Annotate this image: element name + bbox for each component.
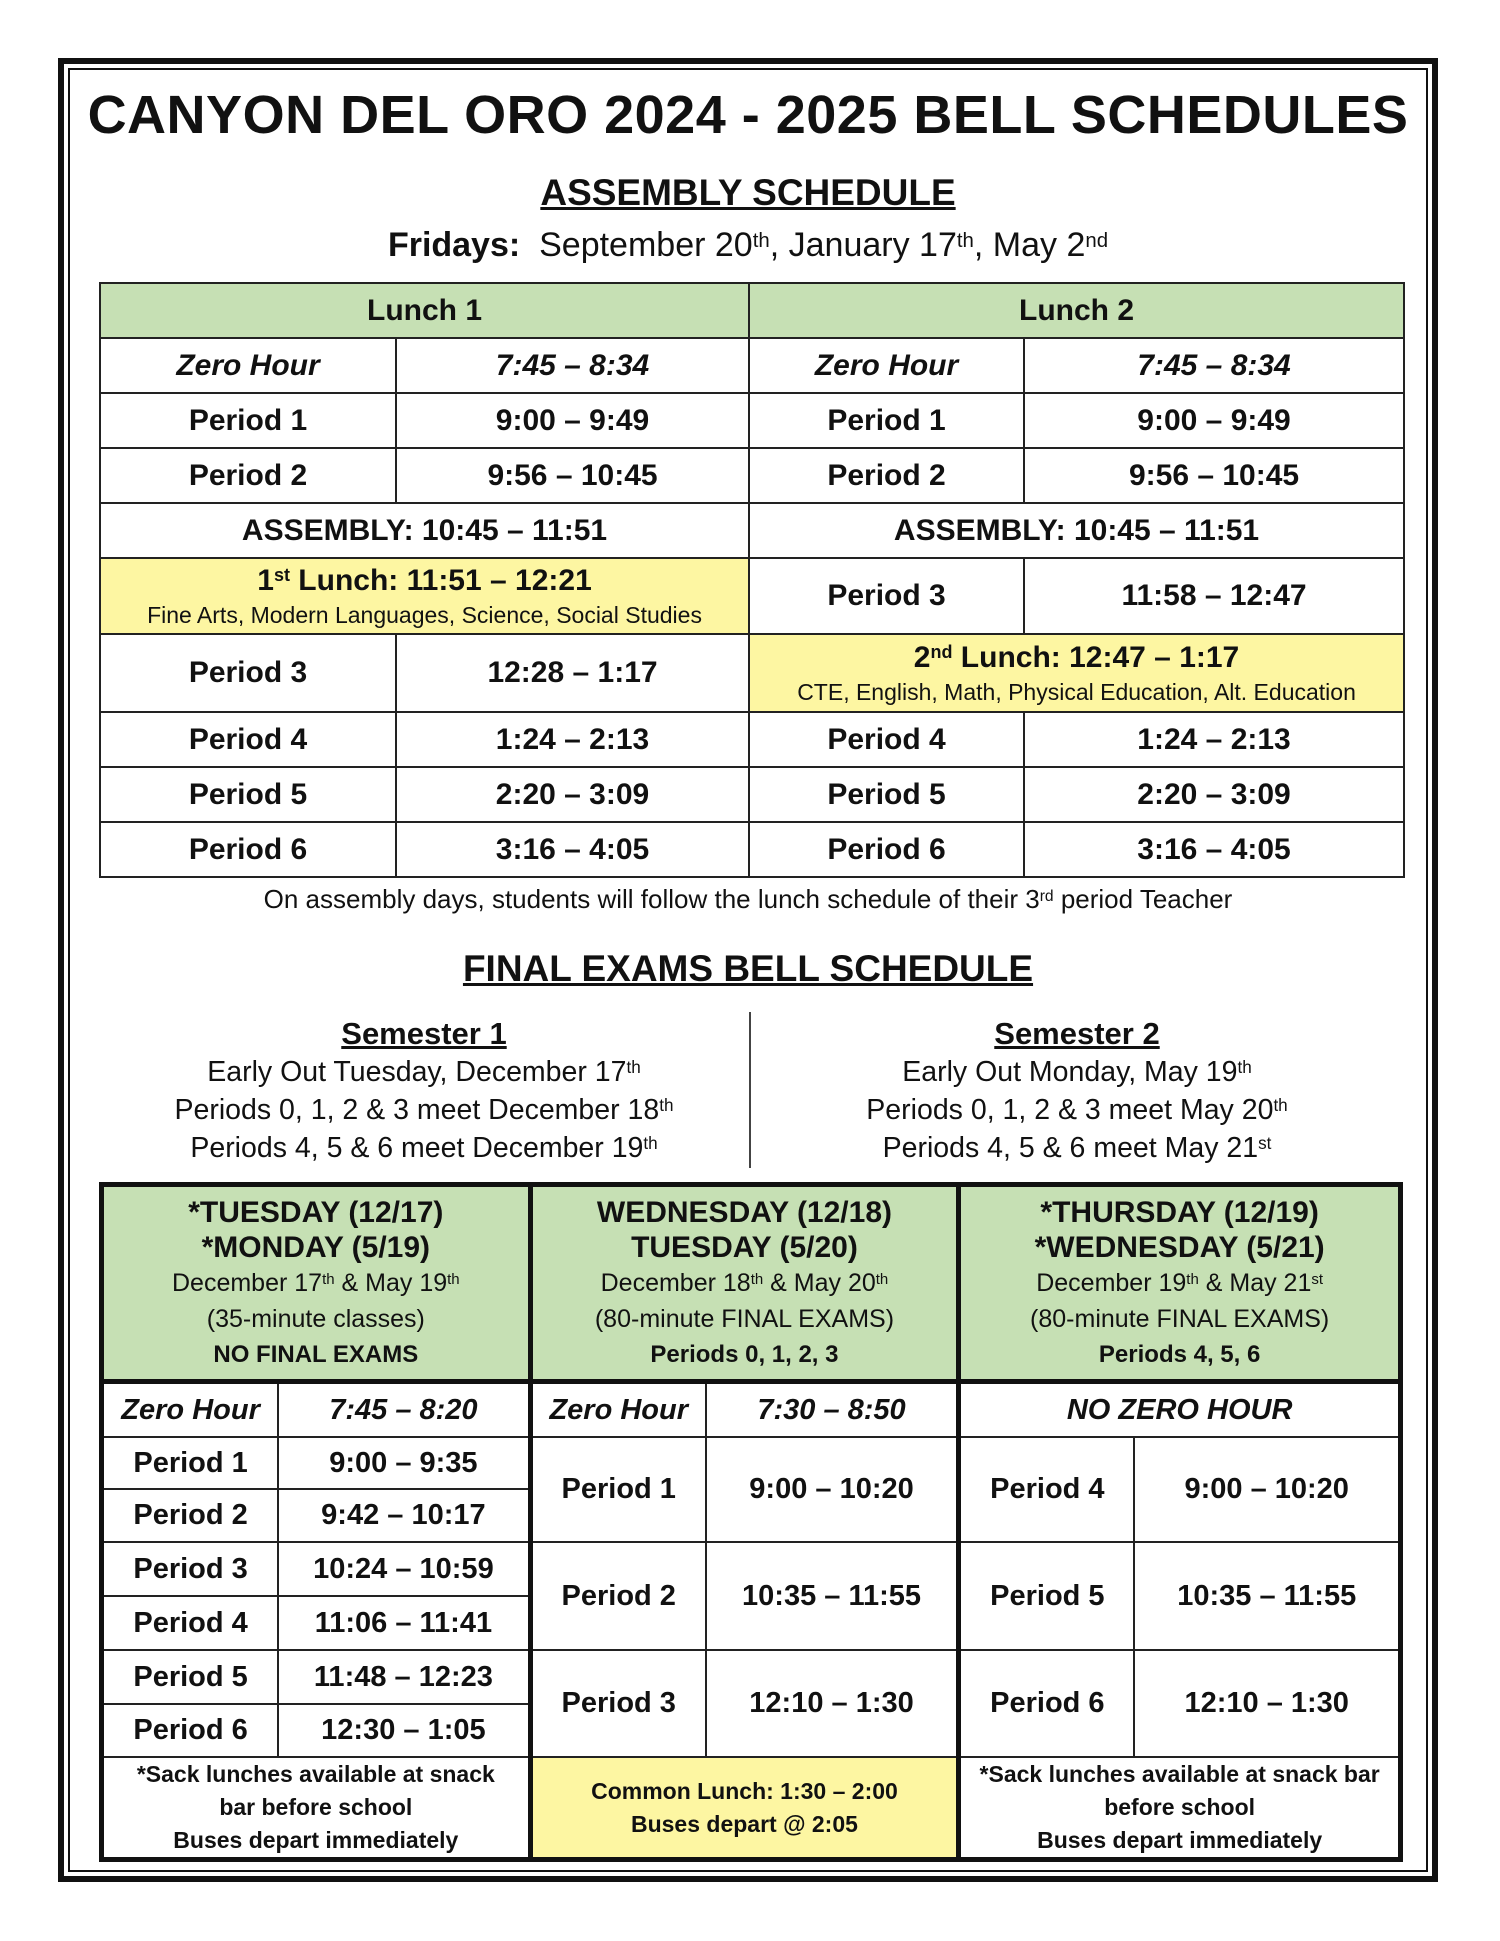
sup: th (750, 1271, 764, 1289)
col1-day2: *MONDAY (5/19) (201, 1231, 431, 1264)
cell: 12:30 – 1:05 (278, 1704, 530, 1757)
assembly-heading: ASSEMBLY SCHEDULE (540, 172, 956, 213)
cell: Period 5 (959, 1542, 1135, 1650)
cell: 11:06 – 11:41 (278, 1596, 530, 1650)
cell: 2:20 – 3:09 (396, 767, 749, 822)
cell: Zero Hour (100, 338, 396, 393)
table-row (100, 767, 1404, 822)
sup: rd (1039, 887, 1054, 905)
col1-day1: *TUESDAY (12/17) (188, 1196, 444, 1229)
cell: Period 4 (100, 712, 396, 767)
col2-header (530, 1185, 959, 1382)
semester-2 (751, 1015, 1403, 1167)
cell: 10:35 – 11:55 (706, 1542, 959, 1650)
cell: Zero Hour (530, 1382, 706, 1438)
footer-line: bar before school (219, 1794, 413, 1820)
col3-footer (959, 1757, 1401, 1860)
table-row (100, 634, 1404, 712)
col2-day2: TUESDAY (5/20) (631, 1231, 858, 1264)
table-row (100, 448, 1404, 503)
cell: 11:48 – 12:23 (278, 1650, 530, 1704)
semester-1 (99, 1015, 749, 1167)
cell: NO ZERO HOUR (959, 1382, 1401, 1438)
semester-2-line (751, 1129, 1403, 1167)
semester-1-line (99, 1091, 749, 1129)
semester-1-title: Semester 1 (341, 1016, 507, 1051)
first-lunch-depts: Fine Arts, Modern Languages, Science, Social Studies (147, 601, 702, 628)
sup: th (956, 229, 974, 252)
table-row (102, 1185, 1401, 1382)
footer-line: Common Lunch: 1:30 – 2:00 (591, 1777, 898, 1804)
cell: Period 6 (959, 1650, 1135, 1757)
footer-line: *Sack lunches available at snack bar (979, 1761, 1380, 1787)
cell: Period 1 (749, 393, 1024, 448)
footer-line: Buses depart immediately (1037, 1827, 1323, 1853)
semester-2-title: Semester 2 (994, 1016, 1160, 1051)
cell: Period 3 (102, 1542, 279, 1596)
sup: th (1186, 1271, 1199, 1289)
lunch-num: 2 (913, 640, 931, 674)
text: Early Out Monday, May 19 (902, 1056, 1238, 1088)
table-row (100, 712, 1404, 767)
sup: st (273, 565, 290, 586)
table-row (102, 1437, 1401, 1489)
cell: 9:42 – 10:17 (278, 1489, 530, 1542)
note-b: period Teacher (1053, 884, 1233, 914)
second-lunch-cell (749, 634, 1404, 712)
cell: 1:24 – 2:13 (1024, 712, 1404, 767)
cell: 7:45 – 8:20 (278, 1382, 530, 1438)
date-3: May 2 (992, 226, 1086, 264)
footer-line: before school (1104, 1794, 1256, 1820)
date-1: September 20 (539, 226, 753, 264)
fridays-label: Fridays: (387, 226, 521, 264)
cell: Period 1 (100, 393, 396, 448)
cell: Period 2 (102, 1489, 279, 1542)
cell: Period 2 (749, 448, 1024, 503)
cell: Period 5 (102, 1650, 279, 1704)
text: December 17 (171, 1269, 323, 1297)
table-row (100, 338, 1404, 393)
cell: Period 5 (749, 767, 1024, 822)
cell: 9:56 – 10:45 (396, 448, 749, 503)
cell: 3:16 – 4:05 (396, 822, 749, 877)
assembly-dates: Fridays: September 20th, January 17th, May 2nd (387, 226, 1109, 264)
cell: 7:45 – 8:34 (396, 338, 749, 393)
cell: 9:00 – 9:49 (1024, 393, 1404, 448)
cell: 12:10 – 1:30 (706, 1650, 959, 1757)
table-row (102, 1542, 1401, 1596)
col2-minutes: (80-minute FINAL EXAMS) (594, 1305, 895, 1333)
assembly-cell: ASSEMBLY: 10:45 – 11:51 (749, 503, 1404, 558)
table-row (102, 1382, 1401, 1438)
footer-line: Buses depart @ 2:05 (630, 1810, 858, 1837)
cell: Period 1 (102, 1437, 279, 1489)
lunch2-header: Lunch 2 (749, 283, 1404, 338)
col2-footer (530, 1757, 959, 1860)
cell: 2:20 – 3:09 (1024, 767, 1404, 822)
cell: Period 4 (749, 712, 1024, 767)
text: Periods 4, 5 & 6 meet December 19 (190, 1132, 644, 1164)
cell: 9:00 – 10:20 (1134, 1437, 1400, 1542)
second-lunch-depts: CTE, English, Math, Physical Education, Alt. Education (797, 678, 1356, 705)
assembly-table (99, 282, 1405, 878)
cell: Period 3 (100, 634, 396, 712)
sup: nd (1085, 229, 1109, 252)
date-2: January 17 (788, 226, 957, 264)
note-a: On assembly days, students will follow the lunch schedule of their 3 (263, 884, 1040, 914)
cell: 3:16 – 4:05 (1024, 822, 1404, 877)
first-lunch-cell (100, 558, 749, 634)
col1-minutes: (35-minute classes) (206, 1305, 425, 1333)
col3-day1: *THURSDAY (12/19) (1040, 1196, 1319, 1229)
cell: 12:10 – 1:30 (1134, 1650, 1400, 1757)
finals-table (99, 1182, 1403, 1862)
table-row (100, 822, 1404, 877)
cell: Period 2 (530, 1542, 706, 1650)
cell: 9:56 – 10:45 (1024, 448, 1404, 503)
cell: Period 4 (959, 1437, 1135, 1542)
cell: Period 5 (100, 767, 396, 822)
lunch1-header: Lunch 1 (100, 283, 749, 338)
semester-2-line (751, 1053, 1403, 1091)
cell: 9:00 – 10:20 (706, 1437, 959, 1542)
text: & May 20 (763, 1269, 876, 1297)
col2-dates (535, 1265, 955, 1301)
text: & May 19 (334, 1269, 448, 1297)
assembly-note (68, 884, 1428, 915)
col3-header (959, 1185, 1401, 1382)
text: Periods 4, 5 & 6 meet May 21 (882, 1132, 1259, 1164)
text: Periods 0, 1, 2 & 3 meet May 20 (866, 1094, 1274, 1126)
cell: 12:28 – 1:17 (396, 634, 749, 712)
assembly-cell: ASSEMBLY: 10:45 – 11:51 (100, 503, 749, 558)
col3-dates (963, 1265, 1396, 1301)
cell: 7:30 – 8:50 (706, 1382, 959, 1438)
sup: th (659, 1096, 674, 1116)
col2-note: Periods 0, 1, 2, 3 (650, 1341, 839, 1368)
sup: th (1237, 1058, 1252, 1078)
col3-note: Periods 4, 5, 6 (1098, 1341, 1261, 1368)
semester-1-line (99, 1053, 749, 1091)
sup: th (752, 229, 770, 252)
cell: 11:58 – 12:47 (1024, 558, 1404, 634)
footer-line: Buses depart immediately (173, 1827, 459, 1853)
second-lunch-time: Lunch: 12:47 – 1:17 (952, 640, 1240, 674)
col2-day1: WEDNESDAY (12/18) (596, 1196, 892, 1229)
finals-heading: FINAL EXAMS BELL SCHEDULE (462, 948, 1034, 989)
sup: st (1258, 1134, 1272, 1154)
text: December 18 (600, 1269, 751, 1297)
cell: 1:24 – 2:13 (396, 712, 749, 767)
sup: th (875, 1271, 889, 1289)
semester-1-line (99, 1129, 749, 1167)
cell: Period 6 (100, 822, 396, 877)
sup: st (1311, 1271, 1324, 1289)
cell: Period 1 (530, 1437, 706, 1542)
table-row (100, 283, 1404, 338)
first-lunch-time: Lunch: 11:51 – 12:21 (289, 563, 592, 597)
cell: Zero Hour (749, 338, 1024, 393)
col1-dates (106, 1265, 526, 1301)
lunch-num: 1 (257, 563, 274, 597)
cell: 10:24 – 10:59 (278, 1542, 530, 1596)
cell: 10:35 – 11:55 (1134, 1542, 1400, 1650)
cell: 7:45 – 8:34 (1024, 338, 1404, 393)
cell: Period 6 (749, 822, 1024, 877)
sup: nd (930, 642, 953, 663)
cell: Period 4 (102, 1596, 279, 1650)
footer-line: *Sack lunches available at snack (136, 1761, 495, 1787)
cell: Zero Hour (102, 1382, 279, 1438)
col1-note: NO FINAL EXAMS (213, 1341, 419, 1368)
text: & May 21 (1198, 1269, 1312, 1297)
cell: Period 3 (530, 1650, 706, 1757)
cell: 9:00 – 9:49 (396, 393, 749, 448)
cell: Period 6 (102, 1704, 279, 1757)
cell: Period 2 (100, 448, 396, 503)
sup: th (643, 1134, 658, 1154)
sup: th (322, 1271, 335, 1289)
col3-day2: *WEDNESDAY (5/21) (1034, 1231, 1325, 1264)
sup: th (1273, 1096, 1288, 1116)
col1-footer (102, 1757, 531, 1860)
table-row (102, 1650, 1401, 1704)
table-row (100, 393, 1404, 448)
table-row (100, 558, 1404, 634)
page-title: CANYON DEL ORO 2024 - 2025 BELL SCHEDULES (87, 85, 1409, 145)
sup: th (626, 1058, 641, 1078)
col1-header (102, 1185, 531, 1382)
text: December 19 (1036, 1269, 1187, 1297)
table-row (100, 503, 1404, 558)
semester-2-line (751, 1091, 1403, 1129)
cell: Period 3 (749, 558, 1024, 634)
col3-minutes: (80-minute FINAL EXAMS) (1030, 1305, 1330, 1333)
cell: 9:00 – 9:35 (278, 1437, 530, 1489)
sup: th (447, 1271, 460, 1289)
text: Periods 0, 1, 2 & 3 meet December 18 (174, 1094, 660, 1126)
text: Early Out Tuesday, December 17 (207, 1056, 627, 1088)
table-row (102, 1757, 1401, 1860)
